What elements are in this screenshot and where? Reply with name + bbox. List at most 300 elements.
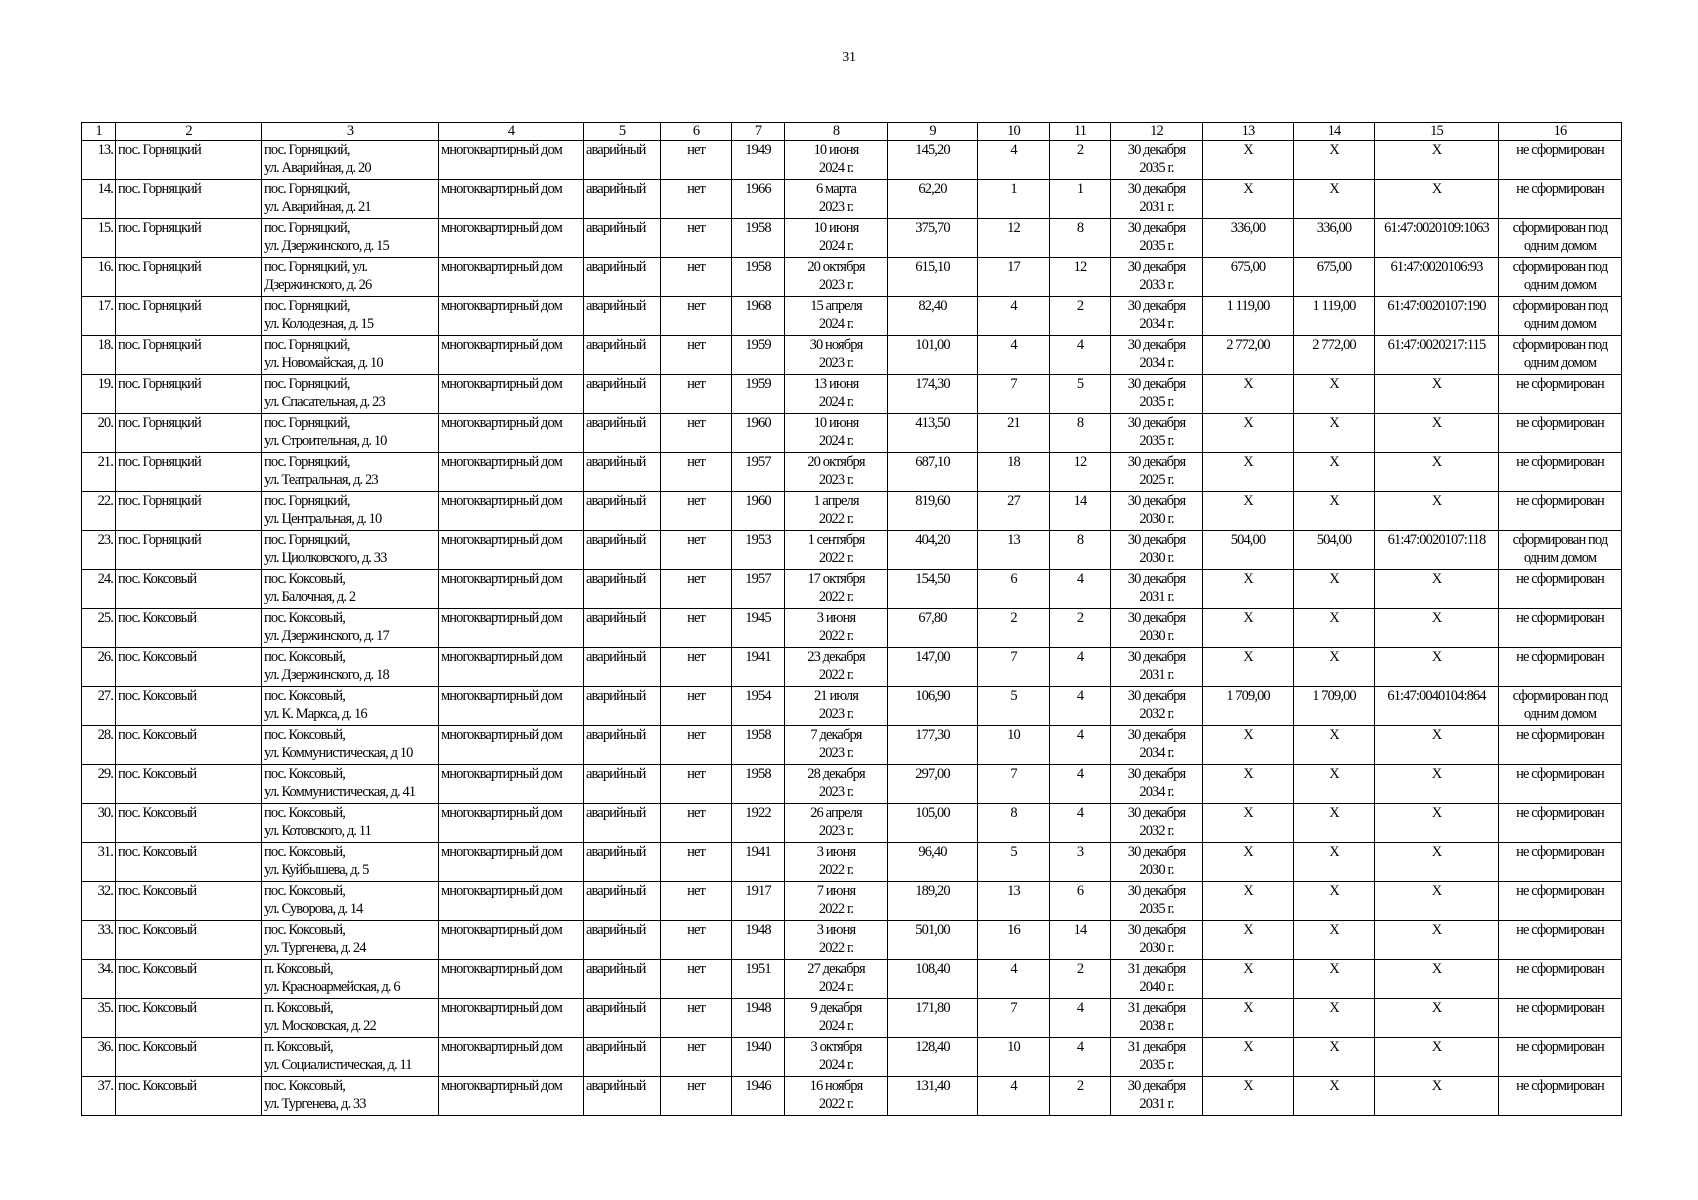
area-cell: 501,00 [888,921,978,960]
row-number: 24. [82,570,116,609]
deadline-cell: 30 декабря 2035 г. [1111,219,1203,258]
condition-cell: аварийный [584,687,661,726]
cadastral-number-cell: X [1375,999,1499,1038]
building-type-cell: многоквартирный дом [439,882,584,921]
area-cell: 154,50 [888,570,978,609]
address-cell: пос. Коксовый, ул. Коммунистическая, д 10 [262,726,439,765]
row-number: 37. [82,1077,116,1116]
land-area-2-cell: X [1294,141,1375,180]
flag-cell: нет [661,375,732,414]
recognition-date-cell: 20 октября 2023 г. [785,258,888,297]
building-type-cell: многоквартирный дом [439,297,584,336]
condition-cell: аварийный [584,1038,661,1077]
cadastral-number-cell: X [1375,960,1499,999]
residents-count-cell: 5 [978,843,1050,882]
building-type-cell: многоквартирный дом [439,687,584,726]
recognition-date-cell: 3 октября 2024 г. [785,1038,888,1077]
area-cell: 174,30 [888,375,978,414]
land-status-cell: не сформирован [1499,375,1622,414]
condition-cell: аварийный [584,804,661,843]
area-cell: 106,90 [888,687,978,726]
recognition-date-cell: 3 июня 2022 г. [785,921,888,960]
deadline-cell: 30 декабря 2033 г. [1111,258,1203,297]
building-type-cell: многоквартирный дом [439,960,584,999]
land-area-cell: X [1203,921,1294,960]
column-number: 8 [785,123,888,141]
building-type-cell: многоквартирный дом [439,453,584,492]
row-number: 33. [82,921,116,960]
cadastral-number-cell: X [1375,141,1499,180]
column-number: 7 [732,123,785,141]
land-area-cell: X [1203,960,1294,999]
land-status-cell: не сформирован [1499,492,1622,531]
land-area-cell: X [1203,843,1294,882]
cadastral-number-cell: X [1375,882,1499,921]
land-area-2-cell: X [1294,414,1375,453]
deadline-cell: 30 декабря 2034 г. [1111,726,1203,765]
settlement-cell: пос. Коксовый [116,1038,262,1077]
settlement-cell: пос. Горняцкий [116,453,262,492]
deadline-cell: 30 декабря 2034 г. [1111,765,1203,804]
apartments-count-cell: 14 [1050,921,1111,960]
deadline-cell: 30 декабря 2032 г. [1111,804,1203,843]
land-area-cell: X [1203,375,1294,414]
deadline-cell: 30 декабря 2035 г. [1111,414,1203,453]
deadline-cell: 30 декабря 2031 г. [1111,180,1203,219]
address-cell: пос. Горняцкий, ул. Театральная, д. 23 [262,453,439,492]
building-type-cell: многоквартирный дом [439,531,584,570]
land-status-cell: сформирован под одним домом [1499,297,1622,336]
settlement-cell: пос. Горняцкий [116,258,262,297]
column-number: 4 [439,123,584,141]
land-area-2-cell: X [1294,765,1375,804]
table-row [82,180,1622,219]
table-row [82,492,1622,531]
condition-cell: аварийный [584,960,661,999]
cadastral-number-cell: X [1375,375,1499,414]
deadline-cell: 30 декабря 2035 г. [1111,375,1203,414]
land-status-cell: не сформирован [1499,453,1622,492]
deadline-cell: 30 декабря 2030 г. [1111,921,1203,960]
building-type-cell: многоквартирный дом [439,843,584,882]
recognition-date-cell: 27 декабря 2024 г. [785,960,888,999]
flag-cell: нет [661,687,732,726]
column-number: 15 [1375,123,1499,141]
registry-body [82,123,1622,1116]
condition-cell: аварийный [584,336,661,375]
settlement-cell: пос. Коксовый [116,921,262,960]
table-row [82,375,1622,414]
row-number: 26. [82,648,116,687]
area-cell: 82,40 [888,297,978,336]
recognition-date-cell: 9 декабря 2024 г. [785,999,888,1038]
condition-cell: аварийный [584,882,661,921]
column-number: 1 [82,123,116,141]
area-cell: 375,70 [888,219,978,258]
row-number: 30. [82,804,116,843]
apartments-count-cell: 1 [1050,180,1111,219]
residents-count-cell: 2 [978,609,1050,648]
condition-cell: аварийный [584,453,661,492]
land-area-cell: X [1203,999,1294,1038]
recognition-date-cell: 15 апреля 2024 г. [785,297,888,336]
row-number: 28. [82,726,116,765]
column-number: 16 [1499,123,1622,141]
condition-cell: аварийный [584,1077,661,1116]
land-area-2-cell: 1 709,00 [1294,687,1375,726]
row-number: 22. [82,492,116,531]
land-area-2-cell: 2 772,00 [1294,336,1375,375]
column-number: 3 [262,123,439,141]
table-row [82,219,1622,258]
year-built-cell: 1957 [732,570,785,609]
recognition-date-cell: 13 июня 2024 г. [785,375,888,414]
cadastral-number-cell: 61:47:0020107:190 [1375,297,1499,336]
recognition-date-cell: 23 декабря 2022 г. [785,648,888,687]
land-area-cell: X [1203,570,1294,609]
land-status-cell: не сформирован [1499,180,1622,219]
apartments-count-cell: 12 [1050,258,1111,297]
condition-cell: аварийный [584,414,661,453]
settlement-cell: пос. Горняцкий [116,297,262,336]
residents-count-cell: 7 [978,999,1050,1038]
flag-cell: нет [661,804,732,843]
building-type-cell: многоквартирный дом [439,570,584,609]
year-built-cell: 1959 [732,336,785,375]
row-number: 34. [82,960,116,999]
flag-cell: нет [661,453,732,492]
address-cell: пос. Коксовый, ул. Коммунистическая, д. 41 [262,765,439,804]
residents-count-cell: 7 [978,765,1050,804]
column-number: 12 [1111,123,1203,141]
residents-count-cell: 12 [978,219,1050,258]
condition-cell: аварийный [584,609,661,648]
deadline-cell: 30 декабря 2031 г. [1111,1077,1203,1116]
land-area-cell: X [1203,648,1294,687]
condition-cell: аварийный [584,141,661,180]
row-number: 23. [82,531,116,570]
table-row [82,726,1622,765]
land-area-2-cell: X [1294,921,1375,960]
flag-cell: нет [661,843,732,882]
apartments-count-cell: 4 [1050,1038,1111,1077]
land-area-2-cell: X [1294,648,1375,687]
row-number: 27. [82,687,116,726]
row-number: 25. [82,609,116,648]
land-status-cell: не сформирован [1499,765,1622,804]
deadline-cell: 30 декабря 2035 г. [1111,882,1203,921]
cadastral-number-cell: X [1375,726,1499,765]
land-area-cell: 336,00 [1203,219,1294,258]
land-status-cell: не сформирован [1499,882,1622,921]
address-cell: пос. Коксовый, ул. Тургенева, д. 24 [262,921,439,960]
table-row [82,336,1622,375]
table-row [82,258,1622,297]
condition-cell: аварийный [584,570,661,609]
year-built-cell: 1958 [732,726,785,765]
land-area-2-cell: X [1294,180,1375,219]
area-cell: 105,00 [888,804,978,843]
land-status-cell: не сформирован [1499,999,1622,1038]
apartments-count-cell: 4 [1050,999,1111,1038]
column-number: 13 [1203,123,1294,141]
apartments-count-cell: 3 [1050,843,1111,882]
condition-cell: аварийный [584,492,661,531]
flag-cell: нет [661,1038,732,1077]
apartments-count-cell: 2 [1050,297,1111,336]
recognition-date-cell: 3 июня 2022 г. [785,609,888,648]
settlement-cell: пос. Коксовый [116,804,262,843]
land-area-cell: X [1203,882,1294,921]
year-built-cell: 1958 [732,258,785,297]
cadastral-number-cell: X [1375,765,1499,804]
residents-count-cell: 13 [978,531,1050,570]
apartments-count-cell: 4 [1050,648,1111,687]
land-area-2-cell: X [1294,609,1375,648]
address-cell: пос. Коксовый, ул. Суворова, д. 14 [262,882,439,921]
land-area-2-cell: X [1294,570,1375,609]
row-number: 32. [82,882,116,921]
flag-cell: нет [661,180,732,219]
apartments-count-cell: 4 [1050,726,1111,765]
table-row [82,570,1622,609]
year-built-cell: 1958 [732,765,785,804]
area-cell: 413,50 [888,414,978,453]
condition-cell: аварийный [584,375,661,414]
row-number: 31. [82,843,116,882]
recognition-date-cell: 30 ноября 2023 г. [785,336,888,375]
table-row [82,960,1622,999]
land-area-2-cell: 675,00 [1294,258,1375,297]
deadline-cell: 30 декабря 2034 г. [1111,336,1203,375]
column-number: 10 [978,123,1050,141]
address-cell: пос. Горняцкий, ул. Новомайская, д. 10 [262,336,439,375]
cadastral-number-cell: 61:47:0040104:864 [1375,687,1499,726]
residents-count-cell: 8 [978,804,1050,843]
settlement-cell: пос. Коксовый [116,609,262,648]
settlement-cell: пос. Коксовый [116,882,262,921]
address-cell: пос. Горняцкий, ул. Аварийная, д. 20 [262,141,439,180]
cadastral-number-cell: X [1375,1038,1499,1077]
building-type-cell: многоквартирный дом [439,804,584,843]
land-status-cell: сформирован под одним домом [1499,258,1622,297]
year-built-cell: 1945 [732,609,785,648]
year-built-cell: 1917 [732,882,785,921]
area-cell: 96,40 [888,843,978,882]
year-built-cell: 1948 [732,921,785,960]
land-status-cell: не сформирован [1499,726,1622,765]
building-type-cell: многоквартирный дом [439,492,584,531]
flag-cell: нет [661,648,732,687]
row-number: 19. [82,375,116,414]
land-area-cell: X [1203,804,1294,843]
recognition-date-cell: 26 апреля 2023 г. [785,804,888,843]
residents-count-cell: 1 [978,180,1050,219]
building-type-cell: многоквартирный дом [439,999,584,1038]
apartments-count-cell: 4 [1050,570,1111,609]
recognition-date-cell: 21 июля 2023 г. [785,687,888,726]
address-cell: пос. Коксовый, ул. Котовского, д. 11 [262,804,439,843]
deadline-cell: 30 декабря 2030 г. [1111,492,1203,531]
building-type-cell: многоквартирный дом [439,921,584,960]
land-area-2-cell: X [1294,804,1375,843]
building-type-cell: многоквартирный дом [439,648,584,687]
row-number: 15. [82,219,116,258]
land-area-2-cell: X [1294,726,1375,765]
recognition-date-cell: 10 июня 2024 г. [785,414,888,453]
building-type-cell: многоквартирный дом [439,375,584,414]
recognition-date-cell: 7 июня 2022 г. [785,882,888,921]
condition-cell: аварийный [584,219,661,258]
row-number: 14. [82,180,116,219]
flag-cell: нет [661,297,732,336]
area-cell: 62,20 [888,180,978,219]
condition-cell: аварийный [584,921,661,960]
area-cell: 67,80 [888,609,978,648]
table-row [82,648,1622,687]
flag-cell: нет [661,570,732,609]
residents-count-cell: 10 [978,726,1050,765]
year-built-cell: 1951 [732,960,785,999]
flag-cell: нет [661,609,732,648]
land-area-cell: X [1203,1038,1294,1077]
condition-cell: аварийный [584,648,661,687]
address-cell: пос. Горняцкий, ул. Колодезная, д. 15 [262,297,439,336]
flag-cell: нет [661,921,732,960]
column-number: 6 [661,123,732,141]
year-built-cell: 1959 [732,375,785,414]
apartments-count-cell: 5 [1050,375,1111,414]
land-status-cell: не сформирован [1499,609,1622,648]
row-number: 36. [82,1038,116,1077]
settlement-cell: пос. Горняцкий [116,180,262,219]
area-cell: 189,20 [888,882,978,921]
recognition-date-cell: 10 июня 2024 г. [785,141,888,180]
land-area-cell: 1 119,00 [1203,297,1294,336]
cadastral-number-cell: X [1375,414,1499,453]
settlement-cell: пос. Горняцкий [116,219,262,258]
residents-count-cell: 16 [978,921,1050,960]
table-row [82,414,1622,453]
flag-cell: нет [661,531,732,570]
settlement-cell: пос. Коксовый [116,1077,262,1116]
land-status-cell: не сформирован [1499,1038,1622,1077]
deadline-cell: 31 декабря 2035 г. [1111,1038,1203,1077]
row-number: 21. [82,453,116,492]
apartments-count-cell: 2 [1050,1077,1111,1116]
year-built-cell: 1953 [732,531,785,570]
settlement-cell: пос. Горняцкий [116,375,262,414]
flag-cell: нет [661,414,732,453]
row-number: 17. [82,297,116,336]
land-area-cell: X [1203,141,1294,180]
land-area-2-cell: 504,00 [1294,531,1375,570]
apartments-count-cell: 4 [1050,804,1111,843]
address-cell: пос. Горняцкий, ул. Дзержинского, д. 15 [262,219,439,258]
building-type-cell: многоквартирный дом [439,765,584,804]
settlement-cell: пос. Горняцкий [116,492,262,531]
residents-count-cell: 5 [978,687,1050,726]
area-cell: 128,40 [888,1038,978,1077]
flag-cell: нет [661,999,732,1038]
land-status-cell: сформирован под одним домом [1499,531,1622,570]
apartments-count-cell: 14 [1050,492,1111,531]
recognition-date-cell: 17 октября 2022 г. [785,570,888,609]
address-cell: п. Коксовый, ул. Московская, д. 22 [262,999,439,1038]
apartments-count-cell: 4 [1050,687,1111,726]
residents-count-cell: 10 [978,1038,1050,1077]
area-cell: 101,00 [888,336,978,375]
settlement-cell: пос. Коксовый [116,687,262,726]
year-built-cell: 1958 [732,219,785,258]
address-cell: пос. Горняцкий, ул. Циолковского, д. 33 [262,531,439,570]
land-area-cell: X [1203,726,1294,765]
land-area-cell: 2 772,00 [1203,336,1294,375]
address-cell: пос. Коксовый, ул. Тургенева, д. 33 [262,1077,439,1116]
building-type-cell: многоквартирный дом [439,180,584,219]
land-area-cell: X [1203,414,1294,453]
settlement-cell: пос. Горняцкий [116,414,262,453]
address-cell: пос. Горняцкий, ул. Аварийная, д. 21 [262,180,439,219]
year-built-cell: 1960 [732,492,785,531]
flag-cell: нет [661,258,732,297]
recognition-date-cell: 10 июня 2024 г. [785,219,888,258]
year-built-cell: 1957 [732,453,785,492]
flag-cell: нет [661,765,732,804]
residents-count-cell: 21 [978,414,1050,453]
flag-cell: нет [661,336,732,375]
condition-cell: аварийный [584,726,661,765]
recognition-date-cell: 7 декабря 2023 г. [785,726,888,765]
year-built-cell: 1948 [732,999,785,1038]
column-number-row [82,123,1622,141]
column-number: 9 [888,123,978,141]
residents-count-cell: 6 [978,570,1050,609]
land-area-2-cell: X [1294,1038,1375,1077]
year-built-cell: 1946 [732,1077,785,1116]
year-built-cell: 1968 [732,297,785,336]
flag-cell: нет [661,882,732,921]
flag-cell: нет [661,219,732,258]
table-row [82,765,1622,804]
table-row [82,141,1622,180]
land-status-cell: сформирован под одним домом [1499,336,1622,375]
land-status-cell: не сформирован [1499,414,1622,453]
building-type-cell: многоквартирный дом [439,336,584,375]
land-area-2-cell: 336,00 [1294,219,1375,258]
cadastral-number-cell: X [1375,1077,1499,1116]
land-status-cell: не сформирован [1499,843,1622,882]
land-status-cell: не сформирован [1499,921,1622,960]
cadastral-number-cell: X [1375,180,1499,219]
land-area-2-cell: X [1294,453,1375,492]
year-built-cell: 1960 [732,414,785,453]
settlement-cell: пос. Горняцкий [116,336,262,375]
land-area-cell: X [1203,453,1294,492]
recognition-date-cell: 3 июня 2022 г. [785,843,888,882]
recognition-date-cell: 20 октября 2023 г. [785,453,888,492]
table-row [82,999,1622,1038]
area-cell: 177,30 [888,726,978,765]
land-status-cell: не сформирован [1499,804,1622,843]
building-type-cell: многоквартирный дом [439,258,584,297]
cadastral-number-cell: X [1375,570,1499,609]
apartments-count-cell: 6 [1050,882,1111,921]
land-area-cell: 675,00 [1203,258,1294,297]
apartments-count-cell: 12 [1050,453,1111,492]
condition-cell: аварийный [584,999,661,1038]
residents-count-cell: 4 [978,960,1050,999]
